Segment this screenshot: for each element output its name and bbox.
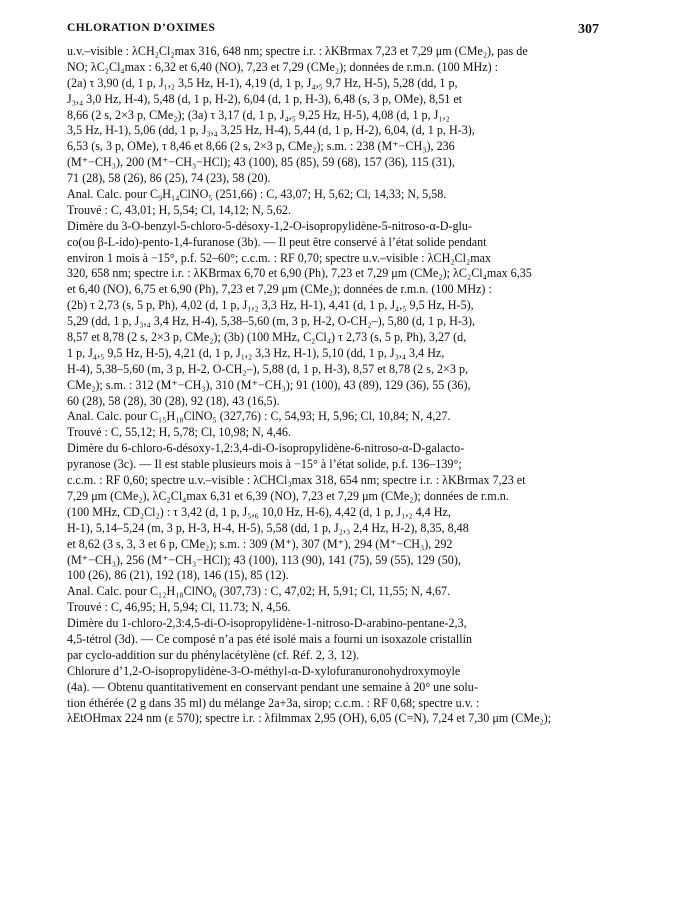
text-line: Trouvé : C, 55,12; H, 5,78; Cl, 10,98; N, 4,46. bbox=[67, 425, 291, 440]
text-line: environ 1 mois à −15°, p.f. 52–60°; c.c.m. : RF 0,70; spectre u.v.–visible : λCH₂Cl₂max bbox=[67, 250, 492, 265]
text-line: 100 (26), 86 (21), 192 (18), 146 (15), 85 (12). bbox=[67, 568, 289, 583]
text-line: co(ou β-L-ido)-pento-1,4-furanose (3b). — Il peut être conservé à l’état solide pendant bbox=[67, 234, 487, 249]
text-line bbox=[67, 743, 597, 759]
text-line: 3,5 Hz, H-1), 5,06 (dd, 1 p, J₃,₄ 3,25 Hz, H-4), 5,44 (d, 1 p, H-2), 6,04, (d, 1 p, H-3), bbox=[67, 123, 475, 138]
text-line: 8,57 et 8,78 (2 s, 2×3 p, CMe₂); (3b) (100 MHz, C₂Cl₄) τ 2,73 (s, 5 p, Ph), 3,27 (d, bbox=[67, 330, 467, 345]
text-line: CMe₂); s.m. : 312 (M⁺−CH₃), 310 (M⁺−CH₃); 91 (100), 43 (89), 129 (36), 55 (36), bbox=[67, 377, 471, 392]
text-line: 320, 658 nm; spectre i.r. : λKBrmax 6,70 et 6,90 (Ph), 7,23 et 7,29 μm (CMe₂); λC₂Cl₄max 6,35 bbox=[67, 266, 532, 281]
text-line: H-4), 5,38–5,60 (m, 3 p, H-2, O-CH₂–), 5,88 (d, 1 p, H-3), 8,57 et 8,78 (2 s, 2×3 p, bbox=[67, 361, 469, 376]
text-line: 7,29 μm (CMe₂), λC₂Cl₄max 6,31 et 6,39 (NO), 7,23 et 7,29 μm (CMe₂); données de r.m.n. bbox=[67, 488, 509, 503]
text-line: Anal. Calc. pour C₉H₁₄ClNO₅ (251,66) : C, 43,07; H, 5,62; Cl, 14,33; N, 5,58. bbox=[67, 187, 447, 202]
text-line bbox=[67, 775, 597, 791]
text-line: 60 (28), 58 (28), 30 (28), 92 (18), 43 (16,5). bbox=[67, 393, 280, 408]
text-line: Dimère du 1-chloro-2,3:4,5-di-O-isopropylidène-1-nitroso-D-arabino-pentane-2,3, bbox=[67, 616, 467, 631]
page-number: 307 bbox=[578, 22, 599, 37]
text-line: H-1), 5,14–5,24 (m, 3 p, H-3, H-4, H-5), 5,58 (dd, 1 p, J₂,₃ 2,4 Hz, H-2), 8,35, 8,48 bbox=[67, 520, 469, 535]
text-line: 1 p, J₄,₅ 9,5 Hz, H-5), 4,21 (d, 1 p, J₁,₂ 3,3 Hz, H-1), 5,10 (dd, 1 p, J₃,₄ 3,4 Hz, bbox=[67, 345, 445, 360]
text-line: Trouvé : C, 46,95; H, 5,94; Cl, 11.73; N, 4,56. bbox=[67, 600, 291, 615]
text-line: (2b) τ 2,73 (s, 5 p, Ph), 4,02 (d, 1 p, J₁,₂ 3,3 Hz, H-1), 4,41 (d, 1 p, J₄,₅ 9,5 Hz, H-5), bbox=[67, 298, 474, 313]
text-line: 4,5-tétrol (3d). — Ce composé n’a pas été isolé mais a fourni un isoxazole cristallin bbox=[67, 631, 473, 646]
text-line: (M⁺−CH₃), 200 (M⁺−CH₃−HCl); 43 (100), 85 (85), 59 (68), 157 (36), 115 (31), bbox=[67, 155, 455, 170]
text-line: Anal. Calc. pour C₁₂H₁₈ClNO₆ (307,73) : C, 47,02; H, 5,91; Cl, 11,55; N, 4,67. bbox=[67, 584, 451, 599]
text-line bbox=[67, 759, 597, 775]
text-line: (100 MHz, CD₂Cl₂) : τ 3,42 (d, 1 p, J₅,₆ 10,0 Hz, H-6), 4,42 (d, 1 p, J₁,₂ 4,4 Hz, bbox=[67, 504, 451, 519]
text-line: λEtOHmax 224 nm (ε 570); spectre i.r. : λfilmmax 2,95 (OH), 6,05 (C=N), 7,24 et 7,30 μm (CMe₂); bbox=[67, 711, 552, 726]
text-line bbox=[67, 823, 597, 839]
text-line: Dimère du 6-chloro-6-désoxy-1,2:3,4-di-O-isopropylidène-6-nitroso-α-D-galacto- bbox=[67, 441, 465, 456]
text-line: Anal. Calc. pour C₁₅H₁₈ClNO₅ (327,76) : C, 54,93; H, 5,96; Cl, 10,84; N, 4,27. bbox=[67, 409, 451, 424]
text-line: Trouvé : C, 43,01; H, 5,54; Cl, 14,12; N, 5,62. bbox=[67, 202, 291, 217]
text-line: 6,53 (s, 3 p, OMe), τ 8,46 et 8,66 (2 s, 2×3 p, CMe₂); s.m. : 238 (M⁺−CH₃), 236 bbox=[67, 139, 455, 154]
text-line: 8,66 (2 s, 2×3 p, CMe₂); (3a) τ 3,17 (d, 1 p, J₄,₅ 9,25 Hz, H-5), 4,08 (d, 1 p, J₁,₂ bbox=[67, 107, 450, 122]
text-line: pyranose (3c). — Il est stable plusieurs mois à −15° à l’état solide, p.f. 136–139°; bbox=[67, 457, 462, 472]
body-text bbox=[67, 44, 597, 886]
text-line: et 6,40 (NO), 6,75 et 6,90 (Ph), 7,23 et 7,29 μm (CMe₂); données de r.m.n. (100 MHz) : bbox=[67, 282, 492, 297]
text-line: (2a) τ 3,90 (d, 1 p, J₁,₂ 3,5 Hz, H-1), 4,19 (d, 1 p, J₄,₅ 9,7 Hz, H-5), 5,28 (dd, 1 p, bbox=[67, 75, 458, 90]
text-line: 71 (28), 58 (26), 86 (25), 74 (23), 58 (20). bbox=[67, 171, 271, 186]
text-line bbox=[67, 839, 597, 855]
text-line bbox=[67, 807, 597, 823]
text-line: par cyclo-addition sur du phénylacétylène (cf. Réf. 2, 3, 12). bbox=[67, 647, 360, 662]
text-line bbox=[67, 727, 597, 743]
text-line: u.v.–visible : λCH₂Cl₂max 316, 648 nm; spectre i.r. : λKBrmax 7,23 et 7,29 μm (CMe₂), pas de bbox=[67, 44, 528, 58]
text-line: (4a). — Obtenu quantitativement en conservant pendant une semaine à 20° une solu- bbox=[67, 679, 478, 694]
text-line bbox=[67, 870, 597, 886]
text-line: et 8,62 (3 s, 3, 3 et 6 p, CMe₂); s.m. : 309 (M⁺), 307 (M⁺), 294 (M⁺−CH₃), 292 bbox=[67, 536, 453, 551]
text-line: Dimère du 3-O-benzyl-5-chloro-5-désoxy-1,2-O-isopropylidène-5-nitroso-α-D-glu- bbox=[67, 218, 472, 233]
text-line: 5,29 (dd, 1 p, J₃,₄ 3,4 Hz, H-4), 5,38–5,60 (m, 3 p, H-2, O-CH₂–), 5,80 (d, 1 p, H-3), bbox=[67, 314, 476, 329]
text-line: Chlorure d’1,2-O-isopropylidène-3-O-méthyl-α-D-xylofuranuronohydroxymoyle bbox=[67, 663, 461, 678]
text-line bbox=[67, 854, 597, 870]
running-header: CHLORATION D’OXIMES bbox=[67, 22, 216, 34]
text-line: J₃,₄ 3,0 Hz, H-4), 5,48 (d, 1 p, H-2), 6,04 (d, 1 p, H-3), 6,48 (s, 3 p, OMe), 8,51 et bbox=[67, 91, 463, 106]
text-line: (M⁺−CH₃), 256 (M⁺−CH₃−HCl); 43 (100), 113 (90), 141 (75), 59 (55), 129 (50), bbox=[67, 552, 461, 567]
text-line: NO; λC₂Cl₄max : 6,32 et 6,40 (NO), 7,23 et 7,29 (CMe₂); données de r.m.n. (100 MHz) : bbox=[67, 59, 498, 74]
text-line: c.c.m. : RF 0,60; spectre u.v.–visible : λCHCl₃max 318, 654 nm; spectre i.r. : λKBrmax 7,23 et bbox=[67, 473, 526, 488]
text-line bbox=[67, 791, 597, 807]
text-line: tion éthérée (2 g dans 35 ml) du mélange 2a+3a, sirop; c.c.m. : RF 0,68; spectre u.v. : bbox=[67, 695, 480, 710]
